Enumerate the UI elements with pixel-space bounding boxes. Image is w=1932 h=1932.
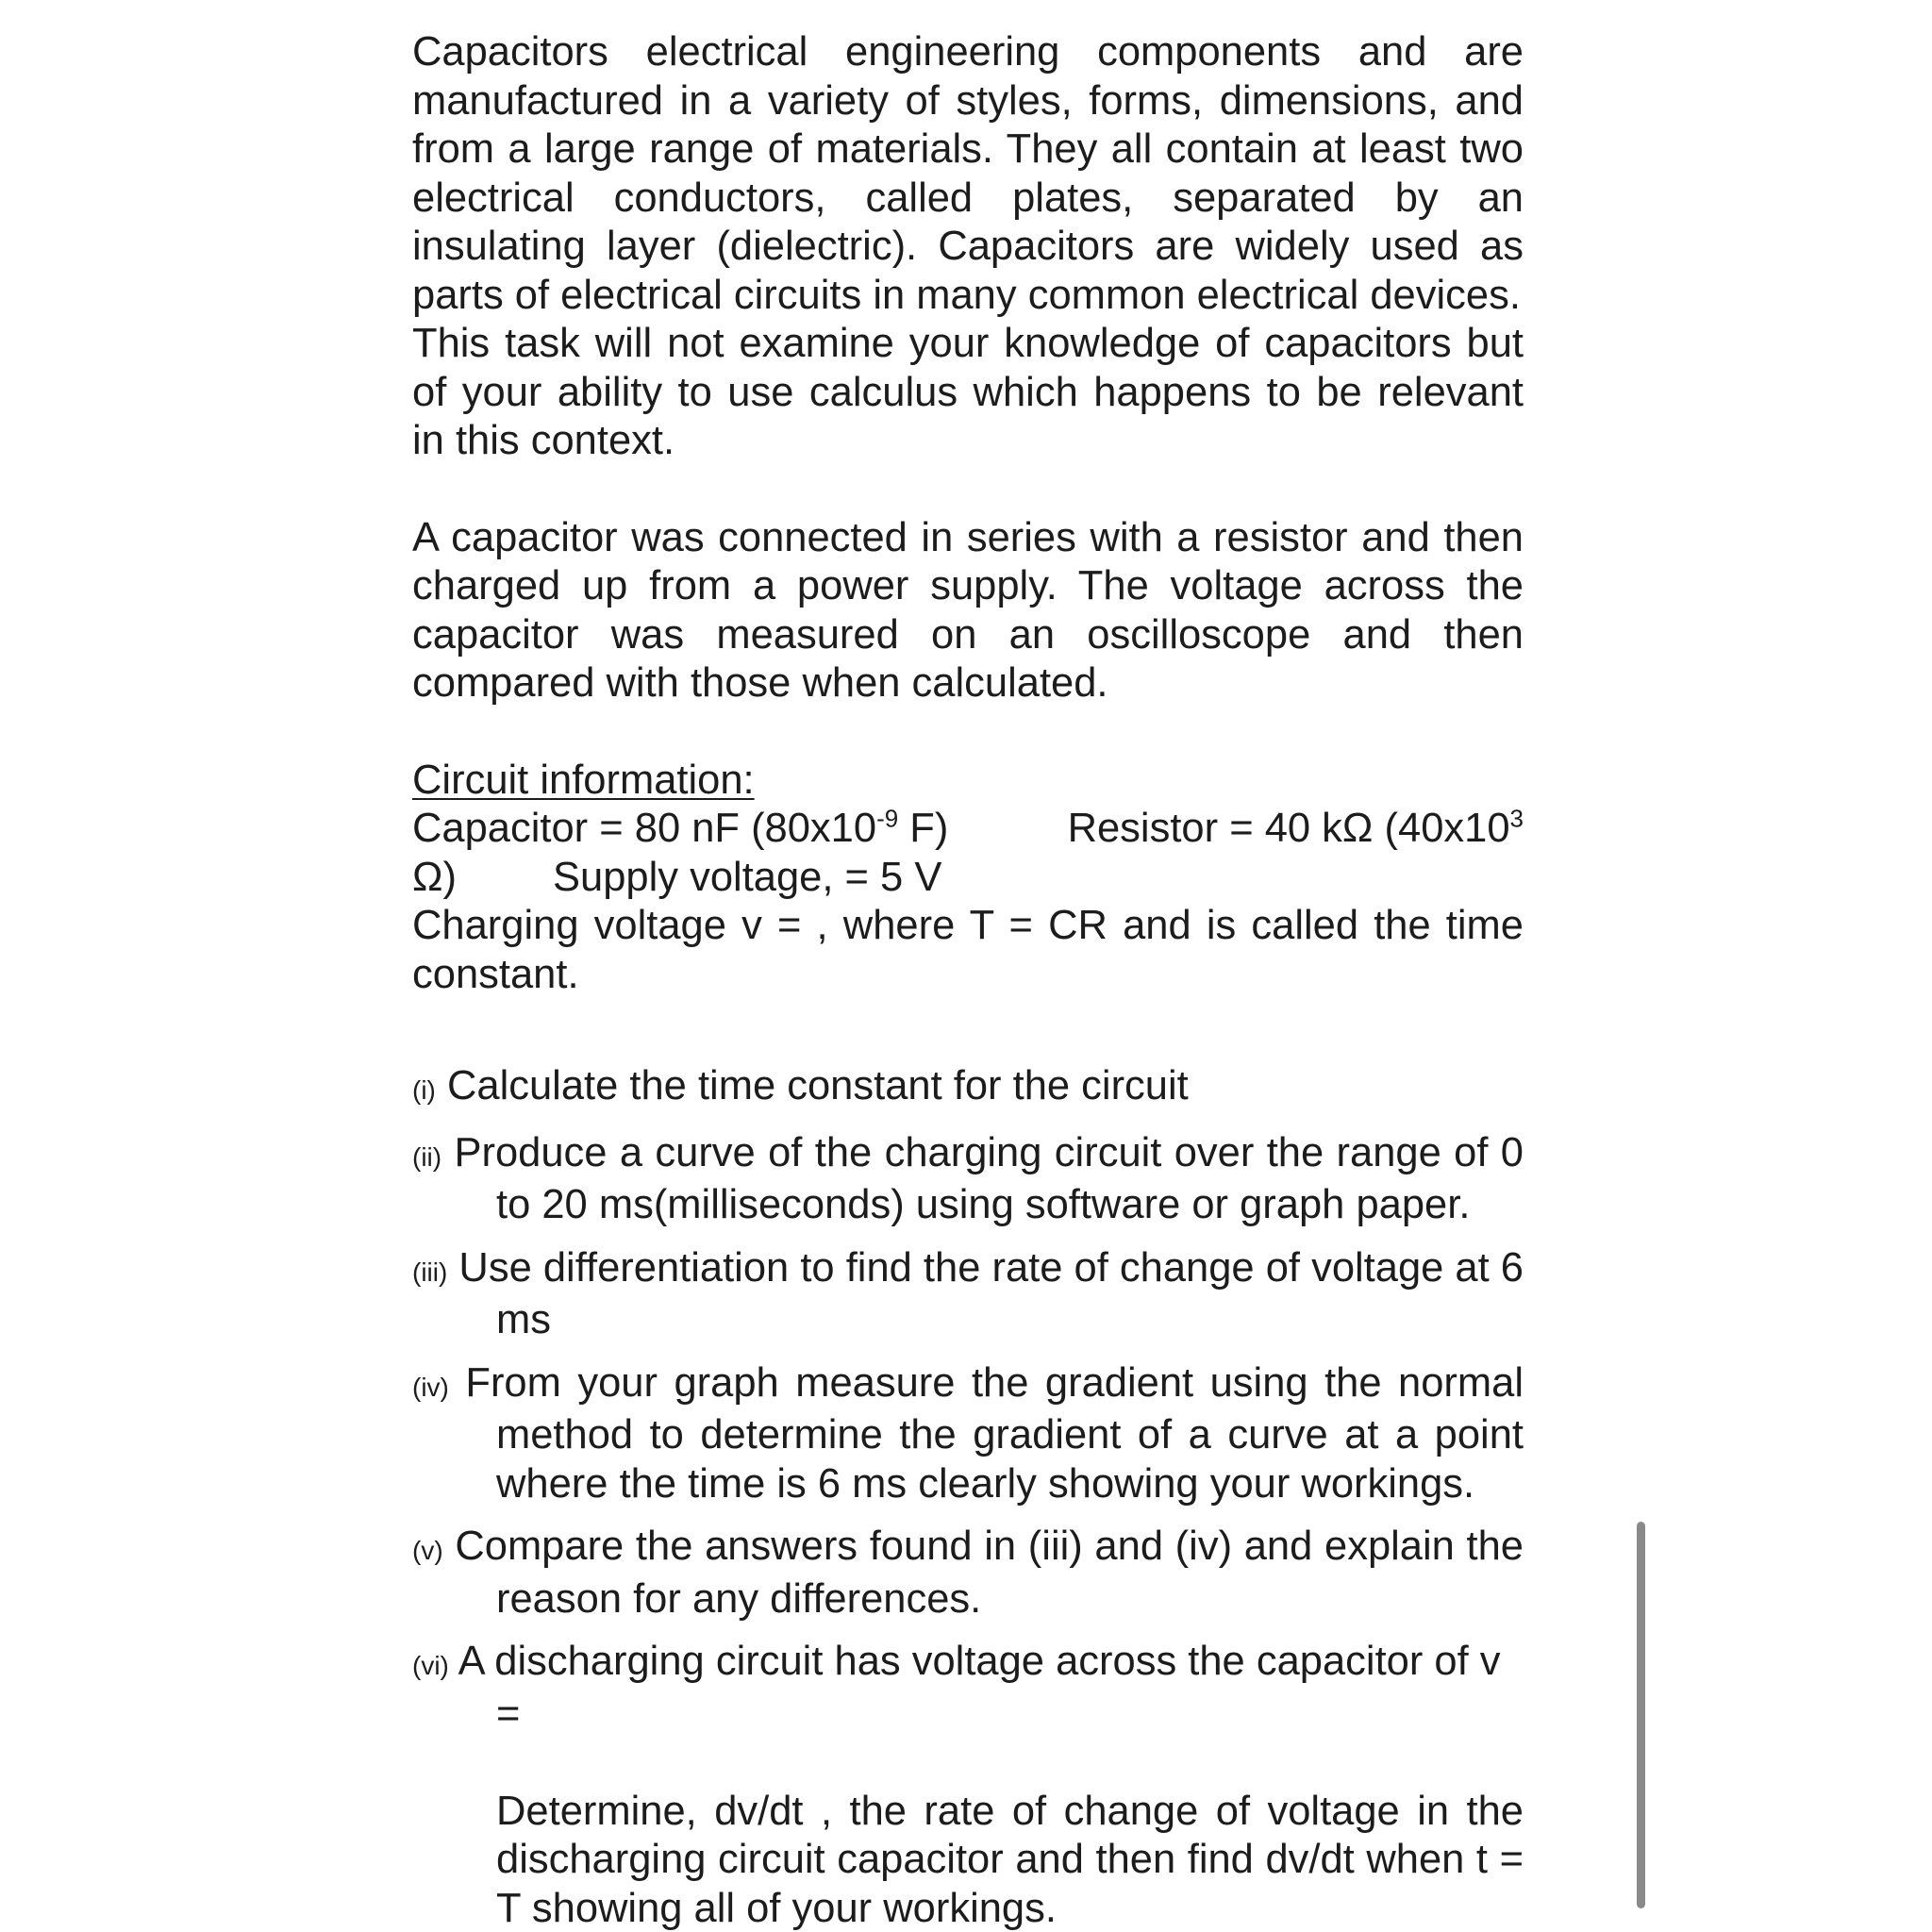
question-list <box>412 1062 1524 1932</box>
question-text: Produce a curve of the charging circuit over the range of 0 to 20 ms(milliseconds) using software or graph paper. <box>454 1129 1524 1227</box>
resistor-value: Resistor = 40 kΩ ($40x10^3$ <box>1067 804 1524 851</box>
question-number: (vi) <box>412 1651 449 1680</box>
question-number: (i) <box>412 1075 436 1105</box>
question-item <box>412 1062 1524 1115</box>
question-item <box>412 1244 1524 1345</box>
question-item <box>412 1359 1524 1509</box>
question-number: (iv) <box>412 1372 449 1402</box>
capacitor-value: Capacitor = 80 nF ($80x10^{-9}$ F) <box>412 804 949 851</box>
charging-voltage-text: Charging voltage v = , where T = CR and is called the time constant. <box>412 903 1524 997</box>
supply-voltage: Supply voltage, = 5 V <box>553 854 942 900</box>
question-number: (v) <box>412 1536 443 1565</box>
question-number: (iii) <box>412 1257 448 1287</box>
circuit-heading: Circuit information: <box>412 757 755 803</box>
scenario-paragraph: A capacitor was connected in series with a resistor and then charged up from a power supply. The voltage across the capacitor was measured on an oscilloscope and then compared with those when calculated. <box>412 514 1524 706</box>
question-text: From your graph measure the gradient using the normal method to determine the gradient of a curve at a point where the time is 6 ms clearly showing your workings. <box>465 1359 1524 1507</box>
question-text: A discharging circuit has voltage across the capacitor of v <box>458 1639 1501 1684</box>
question-followup: Determine, dv/dt , the rate of change of voltage in the discharging circuit capacitor and then find dv/dt when t = T showing all of your workings. <box>496 1788 1524 1931</box>
question-item <box>412 1523 1524 1624</box>
question-number: (ii) <box>412 1141 442 1172</box>
question-continuation: = <box>496 1690 521 1737</box>
question-text: Calculate the time constant for the circuit <box>446 1063 1189 1108</box>
supply-row <box>412 854 1524 903</box>
resistor-unit: Ω) <box>412 854 458 900</box>
component-values-row <box>412 805 1524 854</box>
document-body <box>412 28 1524 1932</box>
circuit-information <box>412 757 1524 1000</box>
intro-paragraph-2: This task will not examine your knowledge of capacitors but of your ability to use calculus which happens to be relevant in this context. <box>412 321 1524 463</box>
intro-paragraph-1: Capacitors electrical engineering components and are manufactured in a variety of styles, forms, dimensions, and from a large range of materials. They all contain at least two electrical conductors, called plates, separated by an insulating layer (dielectric). Capacitors are widely used as parts of electrical circuits in many common electrical devices. <box>412 29 1524 318</box>
question-item <box>412 1638 1524 1690</box>
question-text: Compare the answers found in (iii) and (iv) and explain the reason for any differences. <box>455 1524 1524 1622</box>
vertical-scrollbar[interactable] <box>1637 1522 1645 1908</box>
question-item <box>412 1129 1524 1230</box>
question-text: Use differentiation to find the rate of change of voltage at 6 ms <box>458 1244 1524 1342</box>
